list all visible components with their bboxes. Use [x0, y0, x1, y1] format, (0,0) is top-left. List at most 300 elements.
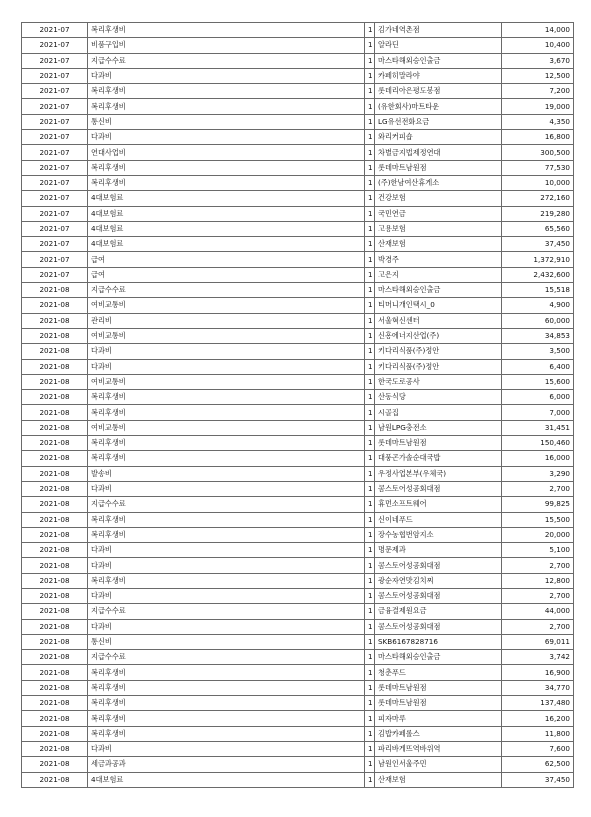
amount-cell: 37,450: [502, 237, 574, 252]
amount-cell: 2,700: [502, 558, 574, 573]
account-cell: 지급수수료: [88, 283, 365, 298]
date-cell: 2021-07: [22, 84, 88, 99]
vendor-cell: 콤스토어성공회대점: [375, 558, 502, 573]
table-row: [22, 512, 574, 527]
date-cell: 2021-07: [22, 160, 88, 175]
vendor-cell: 키다리식품(주)정안: [375, 344, 502, 359]
date-cell: 2021-08: [22, 344, 88, 359]
date-cell: 2021-07: [22, 191, 88, 206]
date-cell: 2021-07: [22, 38, 88, 53]
account-cell: 지급수수료: [88, 604, 365, 619]
quantity-cell: 1: [365, 68, 375, 83]
amount-cell: 12,800: [502, 573, 574, 588]
vendor-cell: LG유선전화요금: [375, 114, 502, 129]
ledger-body: [22, 23, 574, 788]
date-cell: 2021-07: [22, 221, 88, 236]
table-row: [22, 543, 574, 558]
quantity-cell: 1: [365, 359, 375, 374]
account-cell: 여비교통비: [88, 420, 365, 435]
date-cell: 2021-08: [22, 283, 88, 298]
date-cell: 2021-08: [22, 374, 88, 389]
date-cell: 2021-08: [22, 604, 88, 619]
quantity-cell: 1: [365, 313, 375, 328]
amount-cell: 60,000: [502, 313, 574, 328]
account-cell: 급여: [88, 267, 365, 282]
quantity-cell: 1: [365, 558, 375, 573]
table-row: [22, 650, 574, 665]
vendor-cell: 고은지: [375, 267, 502, 282]
date-cell: 2021-08: [22, 573, 88, 588]
vendor-cell: 남원인서울주민: [375, 757, 502, 772]
table-row: [22, 420, 574, 435]
account-cell: 통신비: [88, 634, 365, 649]
table-row: [22, 267, 574, 282]
quantity-cell: 1: [365, 99, 375, 114]
amount-cell: 44,000: [502, 604, 574, 619]
vendor-cell: 롯데리아은평도봉점: [375, 84, 502, 99]
table-row: [22, 160, 574, 175]
quantity-cell: 1: [365, 114, 375, 129]
amount-cell: 62,500: [502, 757, 574, 772]
date-cell: 2021-08: [22, 619, 88, 634]
amount-cell: 6,400: [502, 359, 574, 374]
table-row: [22, 451, 574, 466]
vendor-cell: 김밥카페롤스: [375, 726, 502, 741]
vendor-cell: 서울혁신센터: [375, 313, 502, 328]
vendor-cell: 명문제과: [375, 543, 502, 558]
account-cell: 여비교통비: [88, 298, 365, 313]
table-row: [22, 374, 574, 389]
table-row: [22, 328, 574, 343]
account-cell: 복리후생비: [88, 84, 365, 99]
amount-cell: 65,560: [502, 221, 574, 236]
expense-ledger-table: [21, 22, 574, 788]
date-cell: 2021-08: [22, 390, 88, 405]
quantity-cell: 1: [365, 466, 375, 481]
vendor-cell: 와리커피숍: [375, 130, 502, 145]
vendor-cell: 산동식당: [375, 390, 502, 405]
account-cell: 여비교통비: [88, 328, 365, 343]
amount-cell: 69,011: [502, 634, 574, 649]
vendor-cell: 박경주: [375, 252, 502, 267]
quantity-cell: 1: [365, 436, 375, 451]
vendor-cell: 대풍곤가솔순대국밥: [375, 451, 502, 466]
quantity-cell: 1: [365, 451, 375, 466]
date-cell: 2021-08: [22, 512, 88, 527]
quantity-cell: 1: [365, 221, 375, 236]
quantity-cell: 1: [365, 267, 375, 282]
table-row: [22, 711, 574, 726]
amount-cell: 16,200: [502, 711, 574, 726]
account-cell: 복리후생비: [88, 527, 365, 542]
vendor-cell: 키다리식품(주)정안: [375, 359, 502, 374]
quantity-cell: 1: [365, 84, 375, 99]
amount-cell: 7,000: [502, 405, 574, 420]
quantity-cell: 1: [365, 283, 375, 298]
table-row: [22, 191, 574, 206]
date-cell: 2021-08: [22, 741, 88, 756]
quantity-cell: 1: [365, 175, 375, 190]
quantity-cell: 1: [365, 512, 375, 527]
vendor-cell: 남원LPG충전소: [375, 420, 502, 435]
vendor-cell: 건강보험: [375, 191, 502, 206]
date-cell: 2021-07: [22, 130, 88, 145]
date-cell: 2021-08: [22, 757, 88, 772]
date-cell: 2021-08: [22, 711, 88, 726]
vendor-cell: 롯데마트남원점: [375, 436, 502, 451]
amount-cell: 15,518: [502, 283, 574, 298]
quantity-cell: 1: [365, 53, 375, 68]
account-cell: 발송비: [88, 466, 365, 481]
amount-cell: 4,350: [502, 114, 574, 129]
vendor-cell: 금융결제원요금: [375, 604, 502, 619]
amount-cell: 16,800: [502, 130, 574, 145]
amount-cell: 2,700: [502, 588, 574, 603]
date-cell: 2021-08: [22, 772, 88, 787]
quantity-cell: 1: [365, 38, 375, 53]
quantity-cell: 1: [365, 405, 375, 420]
vendor-cell: (유한회사)마트타운: [375, 99, 502, 114]
table-row: [22, 221, 574, 236]
quantity-cell: 1: [365, 23, 375, 38]
account-cell: 통신비: [88, 114, 365, 129]
vendor-cell: 장수농협번암지소: [375, 527, 502, 542]
quantity-cell: 1: [365, 573, 375, 588]
amount-cell: 37,450: [502, 772, 574, 787]
amount-cell: 3,670: [502, 53, 574, 68]
vendor-cell: 신이네푸드: [375, 512, 502, 527]
vendor-cell: 우정사업본부(우체국): [375, 466, 502, 481]
date-cell: 2021-08: [22, 680, 88, 695]
table-row: [22, 313, 574, 328]
table-row: [22, 298, 574, 313]
quantity-cell: 1: [365, 420, 375, 435]
table-row: [22, 604, 574, 619]
amount-cell: 10,400: [502, 38, 574, 53]
account-cell: 다과비: [88, 619, 365, 634]
table-row: [22, 573, 574, 588]
date-cell: 2021-07: [22, 68, 88, 83]
date-cell: 2021-08: [22, 543, 88, 558]
quantity-cell: 1: [365, 298, 375, 313]
vendor-cell: 산재보험: [375, 772, 502, 787]
date-cell: 2021-08: [22, 481, 88, 496]
account-cell: 세금과공과: [88, 757, 365, 772]
table-row: [22, 130, 574, 145]
table-row: [22, 665, 574, 680]
quantity-cell: 1: [365, 696, 375, 711]
quantity-cell: 1: [365, 191, 375, 206]
account-cell: 다과비: [88, 68, 365, 83]
date-cell: 2021-08: [22, 298, 88, 313]
table-row: [22, 772, 574, 787]
vendor-cell: 고용보험: [375, 221, 502, 236]
quantity-cell: 1: [365, 665, 375, 680]
quantity-cell: 1: [365, 527, 375, 542]
account-cell: 복리후생비: [88, 175, 365, 190]
account-cell: 4대보험료: [88, 772, 365, 787]
table-row: [22, 527, 574, 542]
vendor-cell: 롯데마트남원점: [375, 160, 502, 175]
date-cell: 2021-08: [22, 497, 88, 512]
account-cell: 다과비: [88, 741, 365, 756]
vendor-cell: 마스타해외승인출금: [375, 283, 502, 298]
vendor-cell: 마스타해외승인출금: [375, 53, 502, 68]
date-cell: 2021-07: [22, 23, 88, 38]
quantity-cell: 1: [365, 543, 375, 558]
date-cell: 2021-08: [22, 527, 88, 542]
account-cell: 복리후생비: [88, 573, 365, 588]
account-cell: 복리후생비: [88, 436, 365, 451]
quantity-cell: 1: [365, 145, 375, 160]
table-row: [22, 38, 574, 53]
quantity-cell: 1: [365, 772, 375, 787]
account-cell: 복리후생비: [88, 711, 365, 726]
quantity-cell: 1: [365, 741, 375, 756]
table-row: [22, 741, 574, 756]
account-cell: 복리후생비: [88, 99, 365, 114]
vendor-cell: 롯데마트남원점: [375, 680, 502, 695]
table-row: [22, 206, 574, 221]
amount-cell: 7,200: [502, 84, 574, 99]
quantity-cell: 1: [365, 374, 375, 389]
amount-cell: 11,800: [502, 726, 574, 741]
date-cell: 2021-08: [22, 359, 88, 374]
amount-cell: 2,700: [502, 481, 574, 496]
vendor-cell: 카페히말라야: [375, 68, 502, 83]
table-row: [22, 68, 574, 83]
table-row: [22, 283, 574, 298]
table-row: [22, 99, 574, 114]
date-cell: 2021-08: [22, 558, 88, 573]
account-cell: 4대보험료: [88, 206, 365, 221]
amount-cell: 6,000: [502, 390, 574, 405]
quantity-cell: 1: [365, 130, 375, 145]
amount-cell: 7,600: [502, 741, 574, 756]
vendor-cell: 콤스토어성공회대점: [375, 481, 502, 496]
account-cell: 연대사업비: [88, 145, 365, 160]
quantity-cell: 1: [365, 481, 375, 496]
vendor-cell: 피자마루: [375, 711, 502, 726]
amount-cell: 77,530: [502, 160, 574, 175]
table-row: [22, 114, 574, 129]
date-cell: 2021-07: [22, 99, 88, 114]
date-cell: 2021-08: [22, 420, 88, 435]
date-cell: 2021-07: [22, 53, 88, 68]
date-cell: 2021-08: [22, 665, 88, 680]
vendor-cell: 롯데마트남원점: [375, 696, 502, 711]
quantity-cell: 1: [365, 206, 375, 221]
vendor-cell: 콤스토어성공회대점: [375, 588, 502, 603]
date-cell: 2021-08: [22, 726, 88, 741]
vendor-cell: 신흥에너지산업(주): [375, 328, 502, 343]
table-row: [22, 145, 574, 160]
date-cell: 2021-07: [22, 267, 88, 282]
account-cell: 지급수수료: [88, 497, 365, 512]
quantity-cell: 1: [365, 237, 375, 252]
amount-cell: 1,372,910: [502, 252, 574, 267]
amount-cell: 3,290: [502, 466, 574, 481]
amount-cell: 219,280: [502, 206, 574, 221]
table-row: [22, 619, 574, 634]
table-row: [22, 757, 574, 772]
vendor-cell: 콤스토어성공회대점: [375, 619, 502, 634]
vendor-cell: 국민연금: [375, 206, 502, 221]
account-cell: 다과비: [88, 130, 365, 145]
table-row: [22, 359, 574, 374]
account-cell: 복리후생비: [88, 160, 365, 175]
date-cell: 2021-07: [22, 237, 88, 252]
table-row: [22, 726, 574, 741]
amount-cell: 2,432,600: [502, 267, 574, 282]
date-cell: 2021-08: [22, 436, 88, 451]
vendor-cell: (주)한남여산휴게소: [375, 175, 502, 190]
date-cell: 2021-08: [22, 451, 88, 466]
vendor-cell: 티머니개인택시_0: [375, 298, 502, 313]
amount-cell: 10,000: [502, 175, 574, 190]
vendor-cell: SKB6167828716: [375, 634, 502, 649]
vendor-cell: 차별금지법제정연대: [375, 145, 502, 160]
amount-cell: 300,500: [502, 145, 574, 160]
account-cell: 관리비: [88, 313, 365, 328]
account-cell: 복리후생비: [88, 512, 365, 527]
account-cell: 다과비: [88, 359, 365, 374]
table-row: [22, 634, 574, 649]
account-cell: 복리후생비: [88, 390, 365, 405]
amount-cell: 3,742: [502, 650, 574, 665]
date-cell: 2021-07: [22, 175, 88, 190]
date-cell: 2021-07: [22, 145, 88, 160]
quantity-cell: 1: [365, 680, 375, 695]
vendor-cell: 알라딘: [375, 38, 502, 53]
amount-cell: 5,100: [502, 543, 574, 558]
quantity-cell: 1: [365, 588, 375, 603]
date-cell: 2021-07: [22, 252, 88, 267]
table-row: [22, 680, 574, 695]
vendor-cell: 청춘푸드: [375, 665, 502, 680]
account-cell: 4대보험료: [88, 191, 365, 206]
date-cell: 2021-08: [22, 696, 88, 711]
table-row: [22, 588, 574, 603]
date-cell: 2021-07: [22, 114, 88, 129]
amount-cell: 14,000: [502, 23, 574, 38]
amount-cell: 12,500: [502, 68, 574, 83]
account-cell: 여비교통비: [88, 374, 365, 389]
account-cell: 복리후생비: [88, 680, 365, 695]
amount-cell: 272,160: [502, 191, 574, 206]
account-cell: 복리후생비: [88, 23, 365, 38]
account-cell: 복리후생비: [88, 665, 365, 680]
account-cell: 다과비: [88, 558, 365, 573]
amount-cell: 15,500: [502, 512, 574, 527]
vendor-cell: 마스타해외승인출금: [375, 650, 502, 665]
amount-cell: 137,480: [502, 696, 574, 711]
account-cell: 복리후생비: [88, 696, 365, 711]
date-cell: 2021-08: [22, 313, 88, 328]
quantity-cell: 1: [365, 252, 375, 267]
amount-cell: 34,853: [502, 328, 574, 343]
table-row: [22, 497, 574, 512]
account-cell: 다과비: [88, 481, 365, 496]
amount-cell: 16,900: [502, 665, 574, 680]
account-cell: 다과비: [88, 588, 365, 603]
quantity-cell: 1: [365, 497, 375, 512]
account-cell: 4대보험료: [88, 221, 365, 236]
amount-cell: 15,600: [502, 374, 574, 389]
quantity-cell: 1: [365, 757, 375, 772]
quantity-cell: 1: [365, 711, 375, 726]
table-row: [22, 405, 574, 420]
table-row: [22, 558, 574, 573]
amount-cell: 150,460: [502, 436, 574, 451]
vendor-cell: 시골집: [375, 405, 502, 420]
table-row: [22, 696, 574, 711]
amount-cell: 3,500: [502, 344, 574, 359]
quantity-cell: 1: [365, 160, 375, 175]
table-row: [22, 481, 574, 496]
account-cell: 지급수수료: [88, 53, 365, 68]
account-cell: 비품구입비: [88, 38, 365, 53]
amount-cell: 20,000: [502, 527, 574, 542]
account-cell: 다과비: [88, 543, 365, 558]
amount-cell: 31,451: [502, 420, 574, 435]
table-row: [22, 237, 574, 252]
vendor-cell: 김가네역촌점: [375, 23, 502, 38]
account-cell: 4대보험료: [88, 237, 365, 252]
date-cell: 2021-08: [22, 634, 88, 649]
table-row: [22, 390, 574, 405]
vendor-cell: 한국도로공사: [375, 374, 502, 389]
amount-cell: 19,000: [502, 99, 574, 114]
table-row: [22, 436, 574, 451]
table-row: [22, 252, 574, 267]
account-cell: 복리후생비: [88, 726, 365, 741]
table-row: [22, 175, 574, 190]
amount-cell: 34,770: [502, 680, 574, 695]
amount-cell: 4,900: [502, 298, 574, 313]
vendor-cell: 휴먼소프트웨어: [375, 497, 502, 512]
date-cell: 2021-08: [22, 328, 88, 343]
table-row: [22, 23, 574, 38]
date-cell: 2021-07: [22, 206, 88, 221]
account-cell: 복리후생비: [88, 451, 365, 466]
quantity-cell: 1: [365, 650, 375, 665]
account-cell: 지급수수료: [88, 650, 365, 665]
date-cell: 2021-08: [22, 466, 88, 481]
quantity-cell: 1: [365, 604, 375, 619]
table-row: [22, 84, 574, 99]
amount-cell: 16,000: [502, 451, 574, 466]
account-cell: 급여: [88, 252, 365, 267]
quantity-cell: 1: [365, 344, 375, 359]
amount-cell: 2,700: [502, 619, 574, 634]
quantity-cell: 1: [365, 328, 375, 343]
quantity-cell: 1: [365, 726, 375, 741]
vendor-cell: 광순자연맛김치찌: [375, 573, 502, 588]
table-row: [22, 344, 574, 359]
date-cell: 2021-08: [22, 650, 88, 665]
account-cell: 다과비: [88, 344, 365, 359]
table-row: [22, 466, 574, 481]
date-cell: 2021-08: [22, 405, 88, 420]
vendor-cell: 산재보험: [375, 237, 502, 252]
amount-cell: 99,825: [502, 497, 574, 512]
quantity-cell: 1: [365, 619, 375, 634]
vendor-cell: 파리바게뜨역바위역: [375, 741, 502, 756]
account-cell: 복리후생비: [88, 405, 365, 420]
quantity-cell: 1: [365, 634, 375, 649]
date-cell: 2021-08: [22, 588, 88, 603]
